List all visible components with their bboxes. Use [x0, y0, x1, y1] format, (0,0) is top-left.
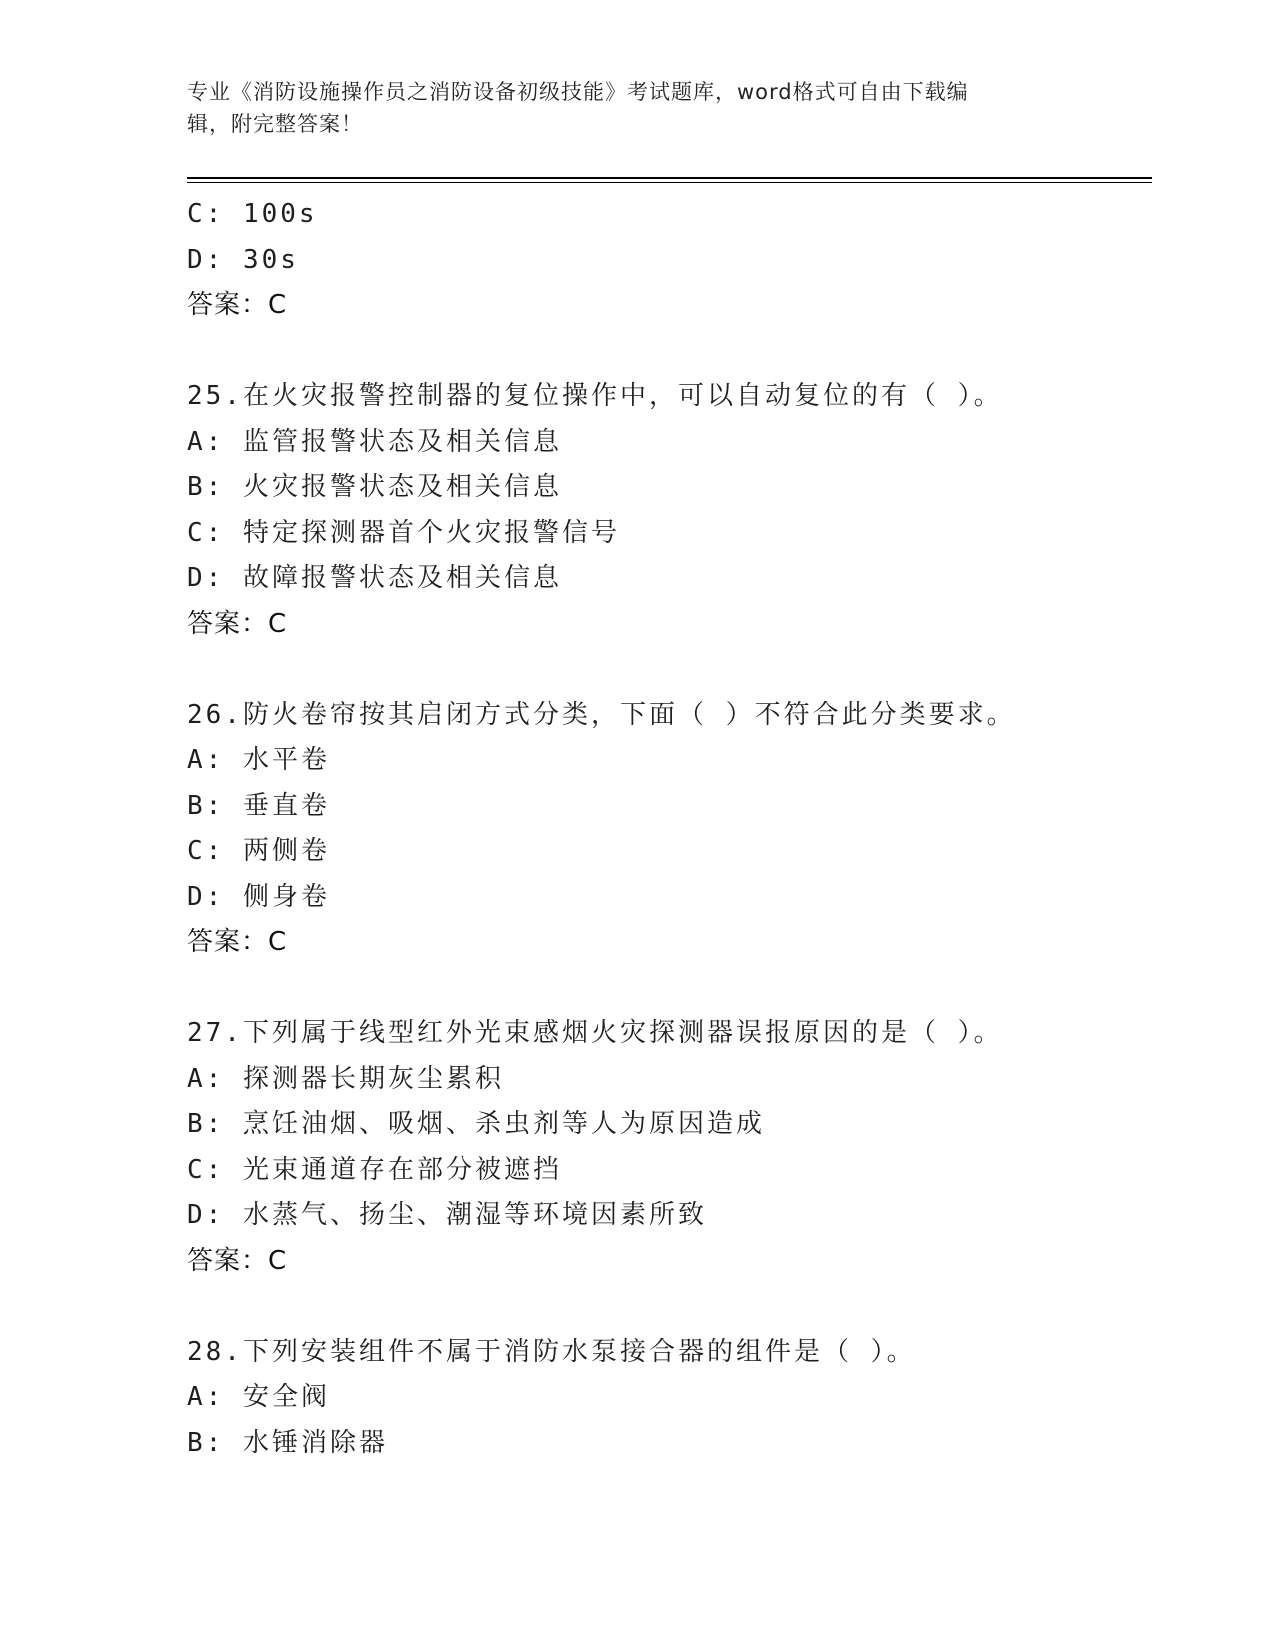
- option-b: B: 水锤消除器: [187, 1427, 388, 1458]
- option-b: B: 垂直卷: [187, 790, 330, 821]
- question-stem: 28.下列安装组件不属于消防水泵接合器的组件是（ ）。: [187, 1336, 916, 1367]
- header-line-2: 辑，附完整答案！: [187, 112, 363, 136]
- spacer: [187, 647, 1147, 693]
- spacer: [187, 966, 1147, 1012]
- option-d: D: 30s: [187, 244, 299, 275]
- option-a: A: 水平卷: [187, 745, 330, 775]
- question-stem: 25.在火灾报警控制器的复位操作中，可以自动复位的有（ ）。: [187, 381, 1003, 411]
- answer: 答案：C: [187, 1245, 288, 1276]
- answer: 答案：C: [187, 608, 288, 639]
- option-a: A: 监管报警状态及相关信息: [187, 426, 562, 457]
- question-stem: 27.下列属于线型红外光束感烟火灾探测器误报原因的是（ ）。: [187, 1018, 1003, 1048]
- option-d: D: 故障报警状态及相关信息: [187, 563, 562, 593]
- option-a: A: 探测器长期灰尘累积: [187, 1063, 504, 1094]
- option-c: C: 特定探测器首个火灾报警信号: [187, 517, 620, 548]
- answer: 答案：C: [187, 927, 288, 957]
- question-26: [187, 693, 1147, 966]
- question-27: [187, 1011, 1147, 1284]
- header-rule-top: [187, 177, 1152, 179]
- spacer: [187, 329, 1147, 375]
- answer: 答案：C: [187, 290, 288, 320]
- header-line-1: 专业《消防设施操作员之消防设备初级技能》考试题库，word格式可自由下载编: [187, 80, 969, 104]
- option-b: B: 烹饪油烟、吸烟、杀虫剂等人为原因造成: [187, 1109, 765, 1139]
- option-d: D: 侧身卷: [187, 881, 330, 912]
- document-header: [187, 76, 1067, 140]
- question-25: [187, 374, 1147, 647]
- option-c: C: 光束通道存在部分被遮挡: [187, 1154, 562, 1185]
- option-a: A: 安全阀: [187, 1382, 330, 1412]
- option-b: B: 火灾报警状态及相关信息: [187, 472, 562, 502]
- question-list: [187, 192, 1147, 1466]
- question-stem: 26.防火卷帘按其启闭方式分类，下面（ ）不符合此分类要求。: [187, 699, 1016, 730]
- header-rule-bottom: [187, 182, 1152, 183]
- question-28: [187, 1330, 1147, 1467]
- option-c: C: 100s: [187, 199, 318, 229]
- option-d: D: 水蒸气、扬尘、潮湿等环境因素所致: [187, 1200, 707, 1230]
- question-24-continued: [187, 192, 1147, 329]
- spacer: [187, 1284, 1147, 1330]
- option-c: C: 两侧卷: [187, 836, 330, 866]
